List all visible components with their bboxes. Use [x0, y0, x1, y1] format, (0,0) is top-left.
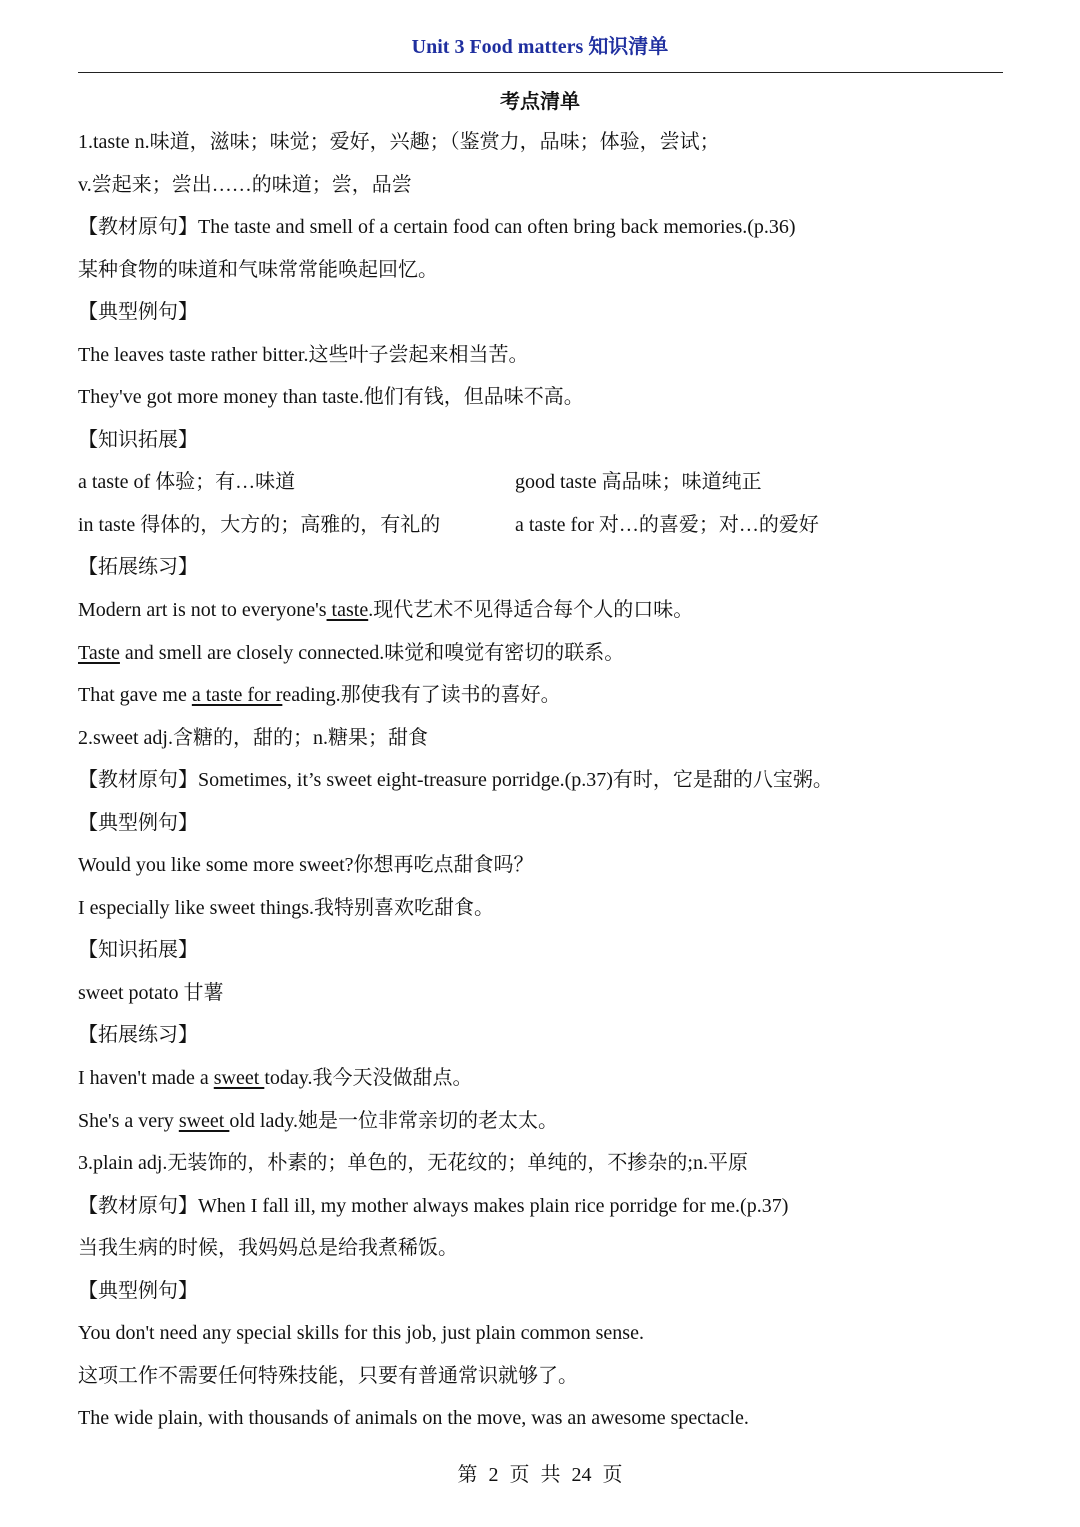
example-sentence: They've got more money than taste.他们有钱，但品味不高。: [78, 386, 584, 409]
subsection-label: 【典型例句】: [78, 1279, 198, 1302]
sentence-text: and smell are closely connected.味觉和嗅觉有密切的联系。: [119, 641, 625, 664]
translation-line: 这项工作不需要任何特殊技能，只要有普通常识就够了。: [78, 1364, 578, 1387]
expansion-item: in taste 得体的，大方的；高雅的，有礼的: [78, 513, 441, 536]
translation-line: 某种食物的味道和气味常常能唤起回忆。: [78, 258, 438, 281]
entry-heading-plain: 3.plain adj.无装饰的，朴素的；单色的，无花纹的；单纯的，不掺杂的;n.平原: [78, 1152, 748, 1175]
example-sentence: You don't need any special skills for this job, just plain common sense.: [78, 1322, 644, 1345]
document-body: [78, 121, 1003, 1440]
sentence-text: .现代艺术不见得适合每个人的口味。: [368, 599, 694, 622]
practice-sentence: [78, 1100, 1003, 1143]
underlined-answer: sweet: [213, 1067, 265, 1090]
example-sentence: The wide plain, with thousands of animals on the move, was an awesome spectacle.: [78, 1407, 749, 1430]
expansion-item: sweet potato 甘薯: [78, 981, 224, 1004]
practice-sentence: [78, 1057, 1003, 1100]
underlined-answer: Taste: [78, 641, 120, 664]
textbook-sentence: 【教材原句】The taste and smell of a certain food can often bring back memories.(p.36): [78, 216, 796, 239]
subsection-label: 【拓展练习】: [78, 556, 198, 579]
sentence-text: eading.那使我有了读书的喜好。: [282, 684, 561, 707]
subsection-label: 【知识拓展】: [78, 939, 198, 962]
textbook-sentence: 【教材原句】Sometimes, it’s sweet eight-treasure porridge.(p.37)有时，它是甜的八宝粥。: [78, 769, 833, 792]
expansion-item: a taste for 对…的喜爱；对…的爱好: [515, 513, 819, 536]
practice-sentence: [78, 589, 1003, 632]
definition-line: v.尝起来；尝出……的味道；尝，品尝: [78, 173, 412, 196]
section-title: 考点清单: [500, 91, 580, 113]
practice-sentence: [78, 632, 1003, 675]
entry-heading-taste: 1.taste n.味道，滋味；味觉；爱好，兴趣；（鉴赏力，品味；体验，尝试；: [78, 131, 720, 153]
example-sentence: Would you like some more sweet?你想再吃点甜食吗？: [78, 854, 534, 877]
sentence-text: Modern art is not to everyone's: [78, 599, 327, 622]
translation-line: 当我生病的时候，我妈妈总是给我煮稀饭。: [78, 1237, 458, 1260]
entry-heading-sweet: 2.sweet adj.含糖的，甜的；n.糖果；甜食: [78, 726, 428, 749]
sentence-text: I haven't made a: [78, 1067, 214, 1090]
textbook-sentence: 【教材原句】When I fall ill, my mother always makes plain rice porridge for me.(p.37): [78, 1194, 789, 1217]
expansion-row: [78, 504, 1003, 547]
example-sentence: The leaves taste rather bitter.这些叶子尝起来相当苦。: [78, 343, 529, 366]
sentence-text: today.我今天没做甜点。: [264, 1067, 473, 1090]
practice-sentence: [78, 674, 1003, 717]
example-sentence: I especially like sweet things.我特别喜欢吃甜食。: [78, 896, 495, 919]
underlined-answer: a taste for r: [191, 684, 283, 707]
subsection-label: 【知识拓展】: [78, 428, 198, 451]
expansion-item: a taste of 体验；有…味道: [78, 471, 296, 494]
subsection-label: 【典型例句】: [78, 811, 198, 834]
expansion-item: good taste 高品味；味道纯正: [515, 471, 762, 494]
subsection-label: 【拓展练习】: [78, 1024, 198, 1047]
document-header-title: Unit 3 Food matters 知识清单: [411, 36, 669, 58]
underlined-answer: sweet: [178, 1109, 230, 1132]
sentence-text: old lady.她是一位非常亲切的老太太。: [229, 1109, 559, 1132]
expansion-row: [78, 461, 1003, 504]
page-number-footer: 第 2 页 共 24 页: [457, 1464, 623, 1486]
sentence-text: She's a very: [78, 1109, 179, 1132]
sentence-text: That gave me: [78, 684, 192, 707]
subsection-label: 【典型例句】: [78, 301, 198, 324]
underlined-answer: taste: [326, 599, 369, 622]
header-divider: [78, 72, 1003, 73]
